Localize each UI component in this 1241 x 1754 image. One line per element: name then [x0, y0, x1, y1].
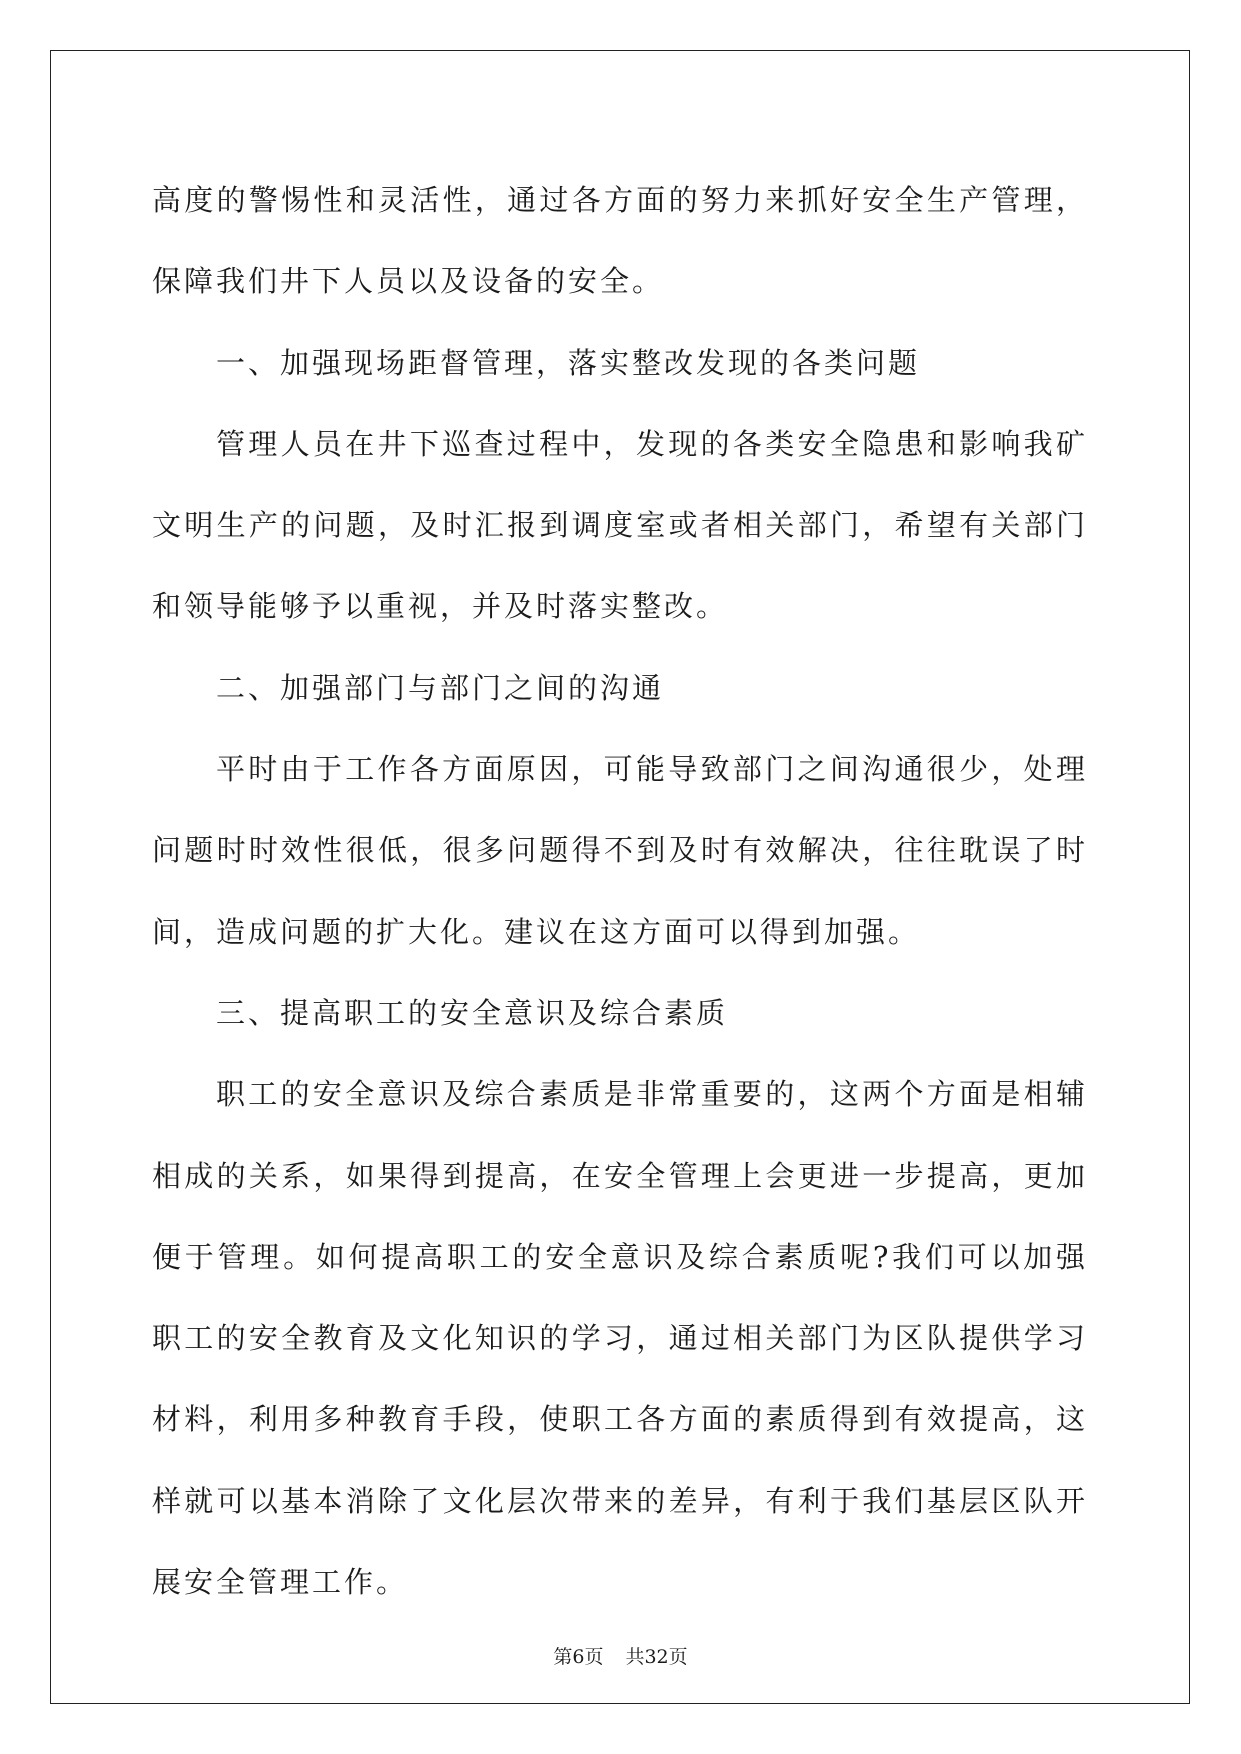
paragraph-continuation: 高度的警惕性和灵活性，通过各方面的努力来抓好安全生产管理，保障我们井下人员以及设备的安全。: [152, 183, 1088, 299]
paragraph-1: 管理人员在井下巡查过程中，发现的各类安全隐患和影响我矿文明生产的问题，及时汇报到调度室或者相关部门，希望有关部门和领导能够予以重视，并及时落实整改。: [152, 426, 1088, 624]
section-heading-1: 一、加强现场距督管理，落实整改发现的各类问题: [216, 345, 921, 380]
page-footer: [0, 1642, 1241, 1669]
document-body: [152, 160, 1088, 1623]
page-number: 第6页: [553, 1646, 604, 1668]
section-heading-2: 二、加强部门与部门之间的沟通: [216, 670, 665, 705]
paragraph-2: 平时由于工作各方面原因，可能导致部门之间沟通很少，处理问题时时效性很低，很多问题得不到及时有效解决，往往耽误了时间，造成问题的扩大化。建议在这方面可以得到加强。: [152, 752, 1088, 949]
page-total: 共32页: [625, 1646, 688, 1668]
paragraph-3: 职工的安全意识及综合素质是非常重要的，这两个方面是相辅相成的关系，如果得到提高，在安全管理上会更进一步提高，更加便于管理。如何提高职工的安全意识及综合素质呢?我们可以加强职工的安全教育及文化知识的学习，通过相关部门为区队提供学习材料，利用多种教育手段，使职工各方面的素质得到有效提高，这样就可以基本消除了文化层次带来的差异，有利于我们基层区队开展安全管理工作。: [152, 1077, 1088, 1600]
section-heading-3: 三、提高职工的安全意识及综合素质: [216, 995, 729, 1030]
